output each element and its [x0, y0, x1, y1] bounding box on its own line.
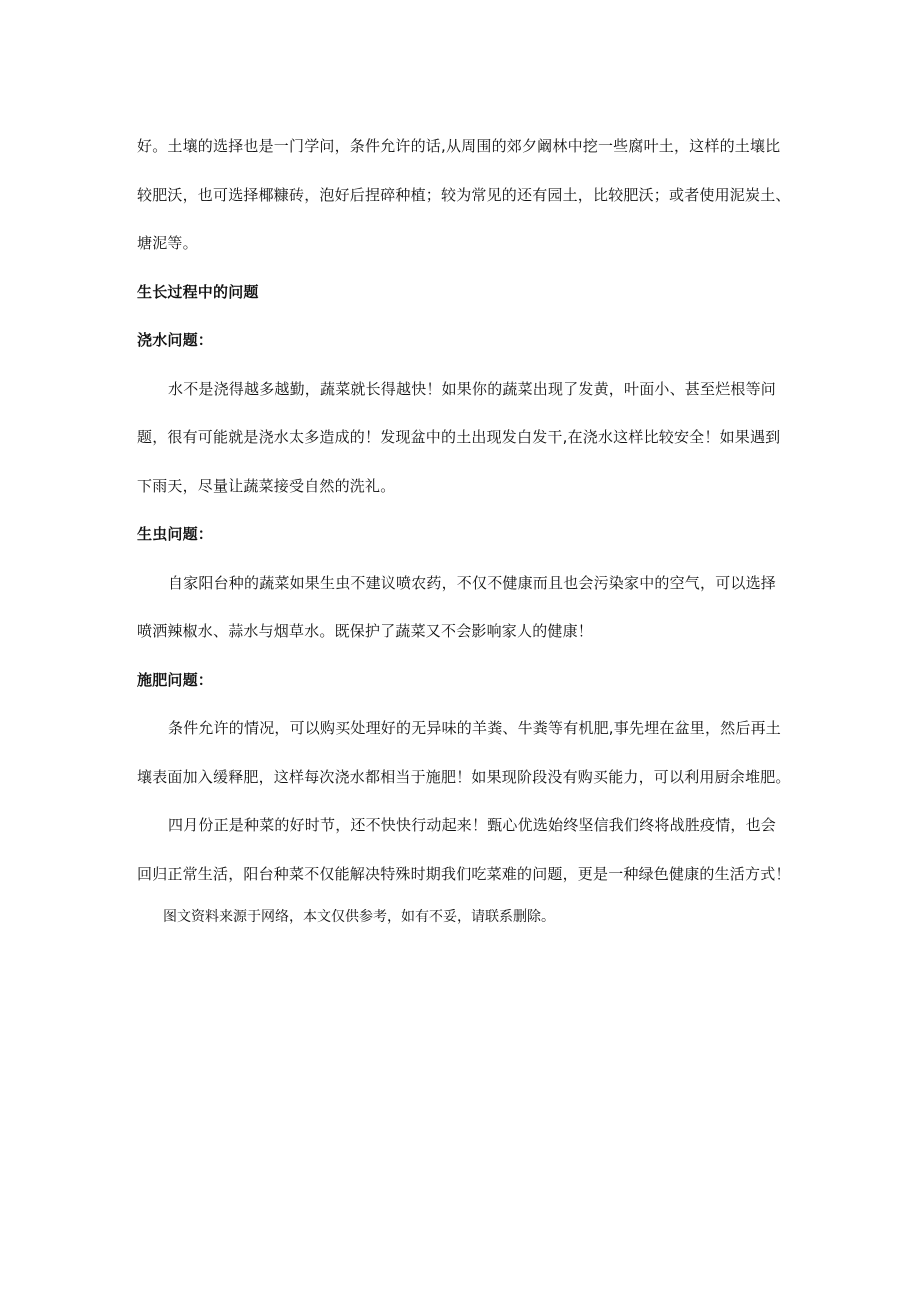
insects-line-1: 自家阳台种的蔬菜如果生虫不建议喷农药，不仅不健康而且也会污染家中的空气，可以选择 [168, 574, 777, 592]
intro-line-3: 塘泥等。 [137, 234, 198, 252]
closing-line-2: 回归正常生活，阳台种菜不仅能解决特殊时期我们吃菜难的问题，更是一种绿色健康的生活方式！ [137, 865, 791, 883]
closing-line-1: 四月份正是种菜的好时节，还不快快行动起来！甄心优选始终坚信我们终将战胜疫情，也会 [168, 816, 777, 834]
insects-line-2: 喷洒辣椒水、蒜水与烟草水。既保护了蔬菜又不会影响家人的健康！ [137, 622, 594, 640]
intro-line-2: 较肥沃，也可选择椰糠砖，泡好后捏碎种植；较为常见的还有园土，比较肥沃；或者使用泥炭土、 [137, 186, 791, 204]
watering-line-2: 题，很有可能就是浇水太多造成的！发现盆中的土出现发白发干,在浇水这样比较安全！如果遇到 [137, 428, 781, 446]
watering-line-3: 下雨天，尽量让蔬菜接受自然的洗礼。 [137, 477, 396, 495]
fertilizer-heading: 施肥问题： [137, 671, 214, 689]
watering-line-1: 水不是浇得越多越勤，蔬菜就长得越快！如果你的蔬菜出现了发黄，叶面小、甚至烂根等问 [168, 380, 777, 398]
intro-line-1: 好。土壤的选择也是一门学问，条件允许的话,从周围的郊夕阚林中挖一些腐叶土，这样的土壤比 [137, 137, 781, 155]
source-note: 图文资料来源于网络，本文仅供参考，如有不妥，请联系删除。 [163, 909, 555, 925]
insects-heading: 生虫问题： [137, 525, 214, 543]
fertilizer-line-1: 条件允许的情况，可以购买处理好的无异味的羊粪、牛粪等有机肥,事先埋在盆里，然后再土 [168, 719, 781, 737]
section-title: 生长过程中的问题 [137, 283, 259, 301]
fertilizer-line-2: 壤表面加入缓释肥，这样每次浇水都相当于施肥！如果现阶段没有购买能力，可以利用厨余堆肥。 [137, 768, 791, 786]
watering-heading: 浇水问题： [137, 331, 214, 349]
